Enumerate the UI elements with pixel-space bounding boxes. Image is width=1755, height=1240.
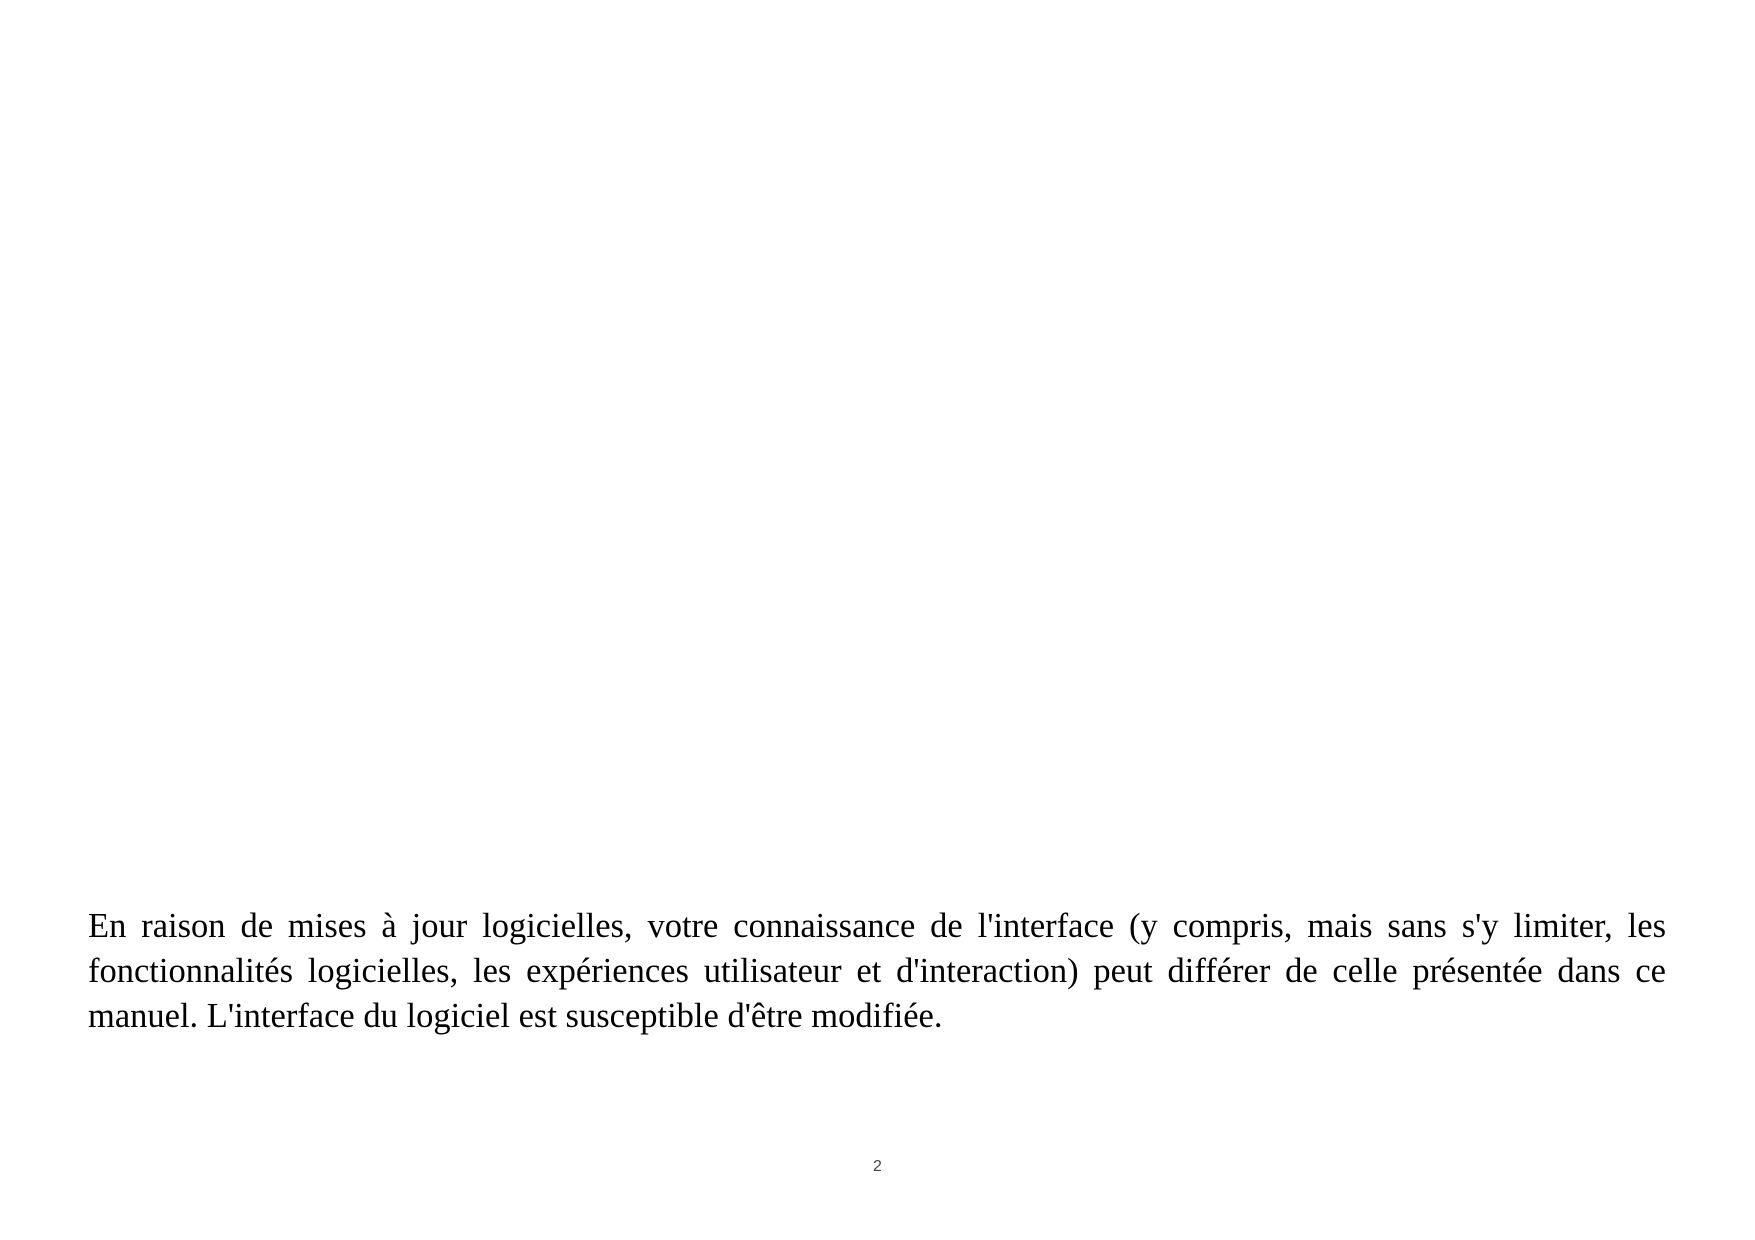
page-number: 2	[873, 1158, 882, 1175]
software-update-disclaimer: En raison de mises à jour logicielles, votre connaissance de l'interface (y compris, mais sans s'y limiter, les fonctionnalités logicielles, les expériences utilisateur et d'interaction) peut différer de celle présentée dans ce manuel. L'interface du logiciel est susceptible d'être modifiée.	[88, 907, 1666, 1035]
